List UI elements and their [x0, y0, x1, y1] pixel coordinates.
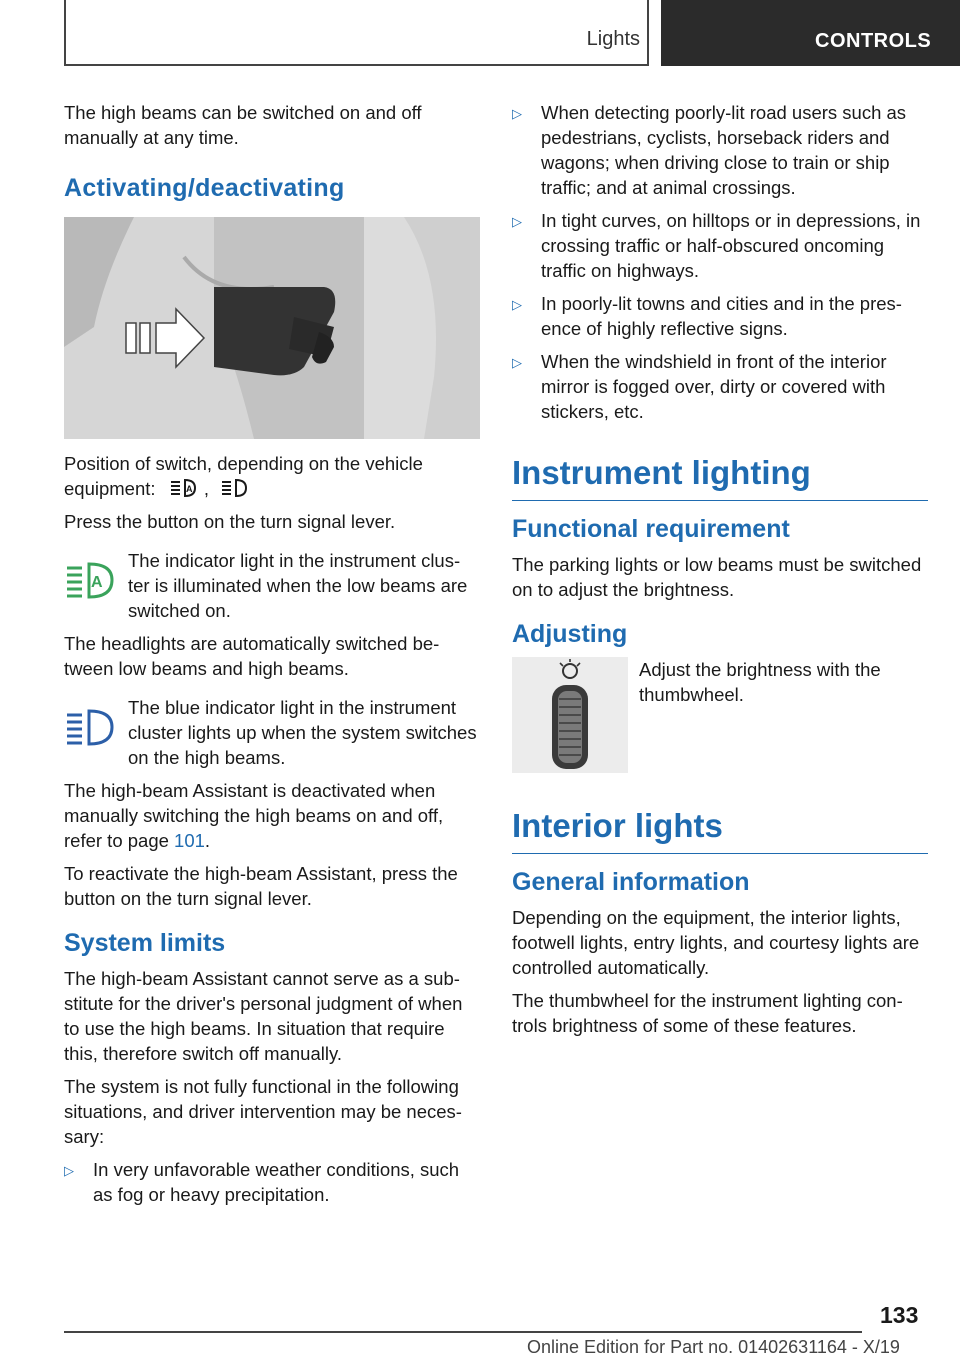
list-item: [512, 100, 928, 200]
icon-box-green: [64, 548, 128, 623]
blue-indicator-text: The blue indicator light in the instrument cluster lights up when the system switches on the high beams.: [128, 697, 477, 768]
heading-general-information: General information: [512, 868, 750, 896]
list-item: [512, 208, 928, 283]
green-indicator-text: The indicator light in the instrument clus-ter is illuminated when the low beams are switched on.: [128, 550, 468, 621]
header-chapter-label: CONTROLS: [815, 30, 932, 52]
turn-signal-lever-photo: [64, 217, 480, 439]
heading-functional-requirement: Functional requirement: [512, 515, 790, 543]
list-item-text: In very unfavorable weather conditions, such as fog or heavy precipitation.: [93, 1159, 460, 1205]
high-beam-indicator-icon: [64, 707, 118, 747]
bullet-triangle-icon: ▷: [512, 106, 522, 121]
page-reference-link[interactable]: 101: [174, 830, 205, 851]
intro-paragraph: The high beams can be switched on and off manually at any time.: [64, 102, 422, 148]
bullet-triangle-icon: ▷: [512, 297, 522, 312]
deactivated-text: The high-beam Assistant is deactivated when manually switching the high beams on and off, refer to page: [64, 780, 444, 851]
list-item-text: When the windshield in front of the interior mirror is fogged over, dirty or covered with stickers, etc.: [541, 351, 887, 422]
limits-paragraph-2: The system is not fully functional in the following situations, and driver intervention may be neces-sary:: [64, 1076, 462, 1147]
icon-box-blue: [64, 695, 128, 770]
heading-adjusting: Adjusting: [512, 620, 628, 648]
bullet-triangle-icon: ▷: [512, 355, 522, 370]
header-chapter-tab: [661, 0, 960, 66]
adjusting-block: [512, 657, 928, 773]
blue-indicator-note: [64, 695, 480, 770]
list-item-text: In tight curves, on hilltops or in depressions, in crossing traffic or half-obscured oncoming traffic on highways.: [541, 210, 921, 281]
heading-system-limits: System limits: [64, 929, 226, 957]
lever-illustration: [64, 217, 480, 439]
high-beam-icon: [220, 477, 250, 499]
thumbwheel-image: [512, 657, 628, 773]
adjusting-paragraph: Adjust the brightness with the thumbwheel.: [639, 659, 881, 705]
position-caption: [64, 451, 480, 501]
limits-bullet-list-left: [64, 1157, 480, 1207]
footer-edition: Online Edition for Part no. 01402631164 - X/19: [527, 1337, 900, 1357]
list-item: [512, 349, 928, 424]
limits-bullet-list-right: [512, 100, 928, 424]
high-beam-assistant-indicator-icon: [64, 560, 118, 600]
position-caption-text: Position of switch, depending on the vehicle equipment:: [64, 453, 423, 499]
list-item-text: In poorly-lit towns and cities and in the pres-ence of highly reflective signs.: [541, 293, 902, 339]
high-beam-assistant-icon: [169, 477, 199, 499]
reactivate-paragraph: To reactivate the high-beam Assistant, press the button on the turn signal lever.: [64, 863, 458, 909]
header-section-title: Lights: [586, 28, 640, 50]
svg-text:A: A: [185, 484, 193, 494]
bullet-triangle-icon: ▷: [64, 1163, 74, 1178]
general-paragraph-1: Depending on the equipment, the interior lights, footwell lights, entry lights, and courtesy lights are controlled automatically.: [512, 907, 920, 978]
green-indicator-note: [64, 548, 480, 623]
list-item: [512, 291, 928, 341]
limits-paragraph-1: The high-beam Assistant cannot serve as a sub-stitute for the driver's personal judgment of when to use the high beams. In situation that require this, therefore switch off manually.: [64, 968, 463, 1064]
list-item-text: When detecting poorly-lit road users such as pedestrians, cyclists, horseback riders and wagons; when driving close to train or ship traffic; and at animal crossings.: [541, 102, 907, 198]
general-paragraph-2: The thumbwheel for the instrument lighting con-trols brightness of some of these features.: [512, 990, 903, 1036]
deactivated-end: .: [204, 830, 211, 851]
page-number: 133: [880, 1302, 919, 1328]
caption-separator: ,: [203, 478, 209, 499]
auto-switch-paragraph: The headlights are automatically switched be-tween low beams and high beams.: [64, 633, 440, 679]
bullet-triangle-icon: ▷: [512, 214, 522, 229]
svg-text:A: A: [91, 574, 103, 591]
heading-activating: Activating/deactivating: [64, 174, 345, 202]
deactivated-paragraph: [64, 778, 480, 853]
thumbwheel-icon: [512, 657, 628, 773]
functional-paragraph: The parking lights or low beams must be switched on to adjust the brightness.: [512, 554, 922, 600]
heading-interior-lights: Interior lights: [512, 807, 928, 854]
right-column: [512, 100, 928, 1046]
list-item: [64, 1157, 480, 1207]
footer-divider: [64, 1331, 862, 1333]
press-button-paragraph: Press the button on the turn signal lever.: [64, 511, 396, 532]
heading-instrument-lighting: Instrument lighting: [512, 454, 928, 501]
left-column: [64, 100, 480, 1215]
